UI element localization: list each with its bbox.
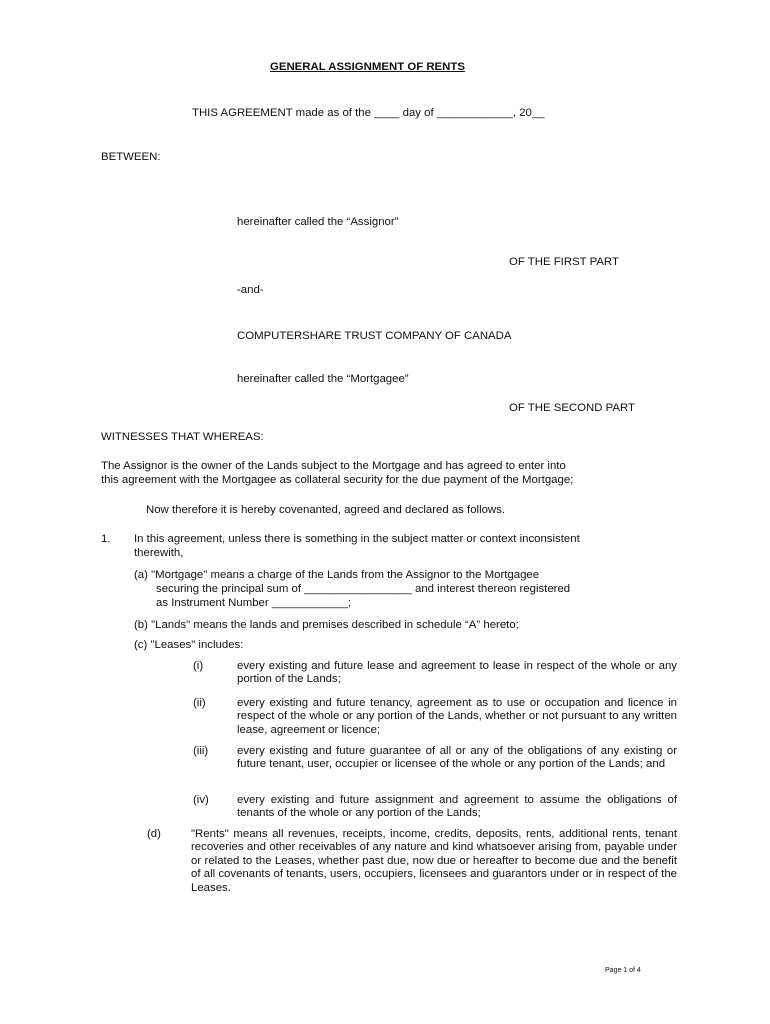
recital-line-2: this agreement with the Mortgagee as collateral security for the due payment of the Mortgage; bbox=[101, 474, 574, 486]
clause-1-number: 1. bbox=[101, 533, 111, 545]
mortgagee-called: hereinafter called the “Mortgagee” bbox=[237, 373, 409, 385]
assignor-called: hereinafter called the “Assignor” bbox=[237, 216, 399, 228]
lease-item-text: every existing and future lease and agreement to lease in respect of the whole or any portion of the Lands; bbox=[237, 660, 677, 686]
lease-item-text: every existing and future guarantee of all or any of the obligations of any existing or future tenant, user, occupier or licensee of the whole or any portion of the Lands; and bbox=[237, 745, 677, 771]
lease-item-number: (iv) bbox=[193, 794, 209, 806]
second-part-label: OF THE SECOND PART bbox=[509, 402, 635, 414]
def-c: (c) "Leases" includes: bbox=[134, 639, 244, 651]
lease-item-text: every existing and future tenancy, agreement as to use or occupation and licence in respect of the whole or any portion of the Lands, whether or not pursuant to any written lease, agreement or licence; bbox=[237, 697, 677, 736]
clause-1-line-1: In this agreement, unless there is something in the subject matter or context inconsistent bbox=[134, 533, 580, 545]
def-a-line-1: (a) "Mortgage" means a charge of the Lands from the Assignor to the Mortgagee bbox=[134, 569, 540, 581]
clause-1-line-2: therewith, bbox=[134, 547, 184, 559]
now-therefore: Now therefore it is hereby covenanted, agreed and declared as follows. bbox=[146, 504, 506, 516]
lease-item-number: (iii) bbox=[193, 745, 209, 757]
page-footer: Page 1 of 4 bbox=[605, 967, 641, 974]
mortgagee-name: COMPUTERSHARE TRUST COMPANY OF CANADA bbox=[237, 330, 512, 342]
first-part-label: OF THE FIRST PART bbox=[509, 256, 619, 268]
date-line-end: , 20__ bbox=[512, 107, 545, 119]
witnesses-heading: WITNESSES THAT WHEREAS: bbox=[101, 431, 264, 443]
date-line-blank: ____________ bbox=[436, 107, 513, 119]
lease-item-number: (ii) bbox=[193, 697, 206, 709]
lease-item-text: every existing and future assignment and agreement to assume the obligations of tenants of the whole or any portion of the Lands; bbox=[237, 794, 677, 820]
def-d-number: (d) bbox=[147, 828, 161, 840]
def-b: (b) "Lands" means the lands and premises described in schedule “A” hereto; bbox=[134, 619, 519, 631]
between-heading: BETWEEN: bbox=[101, 151, 161, 163]
def-a-line-3: as Instrument Number ____________; bbox=[156, 597, 352, 609]
document-title: GENERAL ASSIGNMENT OF RENTS bbox=[270, 61, 465, 73]
date-line bbox=[192, 107, 545, 119]
date-line-start: THIS AGREEMENT made as of the ____ day of bbox=[192, 107, 437, 119]
def-a-line-2: securing the principal sum of _________________ and interest thereon registered bbox=[156, 583, 571, 595]
recital-line-1: The Assignor is the owner of the Lands subject to the Mortgage and has agreed to enter into bbox=[101, 460, 566, 472]
and-separator: -and- bbox=[237, 284, 264, 296]
lease-item-number: (i) bbox=[193, 660, 204, 672]
def-d-text: "Rents" means all revenues, receipts, income, credits, deposits, rents, additional rents, tenant recoveries and other receivables of any nature and kind whatsoever arising from, payable under or related to the Leases, whether past due, now due or hereafter to become due and the benefit of all covenants of tenants, users, occupiers, licensees and guarantors under or in respect of the Leases. bbox=[191, 828, 677, 894]
